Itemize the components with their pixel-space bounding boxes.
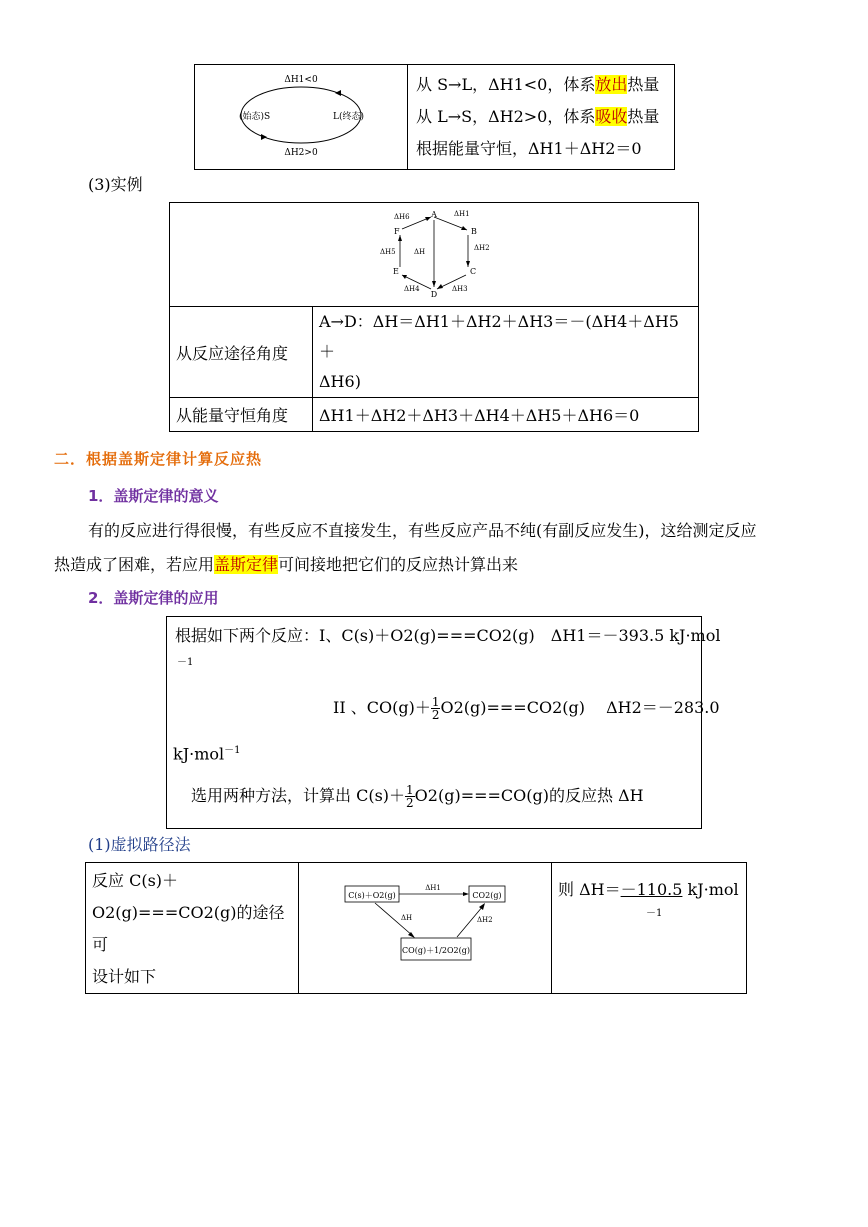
paragraph-line1: 有的反应进行得很慢，有些反应不直接发生，有些反应产品不纯(有副反应发生)，这给测定反应 xyxy=(88,521,757,540)
half-fraction: $\frac{1}{2}$ xyxy=(431,695,440,722)
final-state-label: L(终态) xyxy=(333,112,364,122)
conservation-value: ΔH1＋ΔH2＋ΔH3＋ΔH4＋ΔH5＋ΔH6＝0 xyxy=(313,398,699,432)
paragraph-line2: 热造成了困难，若应用盖斯定律可间接地把它们的反应热计算出来 xyxy=(54,555,519,574)
node-b: B xyxy=(471,226,477,236)
virtual-path-table xyxy=(85,862,747,994)
half-fraction-2: $\frac{1}{2}$ xyxy=(406,783,414,810)
conservation-text-cell xyxy=(408,65,675,170)
reaction-1: 根据如下两个反应：I、C(s)＋O2(g)===CO2(g) ΔH1＝－393.5 kJ·mol xyxy=(175,626,721,645)
energy-conservation-table xyxy=(194,64,675,170)
pathway-value: A→D：ΔH＝ΔH1＋ΔH2＋ΔH3＝－(ΔH4＋ΔH5＋ ΔH6) xyxy=(313,307,699,398)
hexagon-cell xyxy=(170,203,699,307)
virtual-path-diagram xyxy=(299,876,551,976)
example-label: (3)实例 xyxy=(88,175,143,194)
pathway-label: 从反应途径角度 xyxy=(170,307,313,398)
path-diagram-cell xyxy=(299,863,552,994)
highlight-absorb: 吸收 xyxy=(595,107,628,126)
line-s-to-l: 从 S→L，ΔH1<0，体系放出热量 xyxy=(416,75,660,94)
label-dh: ΔH xyxy=(401,914,413,922)
label-dh2: ΔH2 xyxy=(477,916,493,924)
label-dh: ΔH xyxy=(414,247,426,256)
hexagon-diagram xyxy=(374,205,494,305)
hexagon-example-table xyxy=(169,202,699,432)
label-dh1: ΔH1 xyxy=(425,884,441,892)
task-statement: 选用两种方法，计算出 C(s)＋ $\frac{1}{2}$ O2(g)===CO(g)的反应热 ΔH xyxy=(191,783,644,810)
label-dh5: ΔH5 xyxy=(380,247,396,256)
conservation-label: 从能量守恒角度 xyxy=(170,398,313,432)
node-c: C xyxy=(470,266,477,276)
label-dh1: ΔH1 xyxy=(454,209,470,218)
label-dh4: ΔH4 xyxy=(404,284,420,293)
intermediate-state: CO(g)＋1/2O2(g) xyxy=(402,946,470,955)
label-dh3: ΔH3 xyxy=(452,284,468,293)
result-unit-exponent: －1 xyxy=(646,908,663,919)
line-energy-conservation: 根据能量守恒，ΔH1＋ΔH2＝0 xyxy=(416,139,642,158)
dh1-label: ΔH1<0 xyxy=(284,75,318,85)
subheading-meaning: 1．盖斯定律的意义 xyxy=(88,487,219,505)
state-cycle-diagram-cell xyxy=(195,65,408,170)
dh2-label: ΔH2>0 xyxy=(284,148,318,158)
highlight-release: 放出 xyxy=(595,75,628,94)
initial-state-label: (始态)S xyxy=(239,112,271,122)
section-heading: 二．根据盖斯定律计算反应热 xyxy=(54,450,263,468)
node-e: E xyxy=(393,266,399,276)
method1-label: (1)虚拟路径法 xyxy=(88,835,191,854)
end-state: CO2(g) xyxy=(472,891,502,900)
path-description-cell: 反应 C(s)＋ O2(g)===CO2(g)的途径可 设计如下 xyxy=(86,863,299,994)
reaction-1-unit-exponent: －1 xyxy=(177,657,194,668)
node-d: D xyxy=(430,289,438,299)
result-cell xyxy=(552,863,747,994)
state-cycle-diagram xyxy=(195,65,407,165)
highlight-hess-law: 盖斯定律 xyxy=(214,555,279,574)
reactions-box xyxy=(166,616,721,829)
label-dh6: ΔH6 xyxy=(394,212,410,221)
result-value: 则 ΔH＝－110.5 kJ·mol xyxy=(558,880,739,899)
subheading-application: 2．盖斯定律的应用 xyxy=(88,589,219,607)
label-dh2: ΔH2 xyxy=(474,243,490,252)
node-a: A xyxy=(431,209,437,219)
line-l-to-s: 从 L→S，ΔH2>0，体系吸收热量 xyxy=(416,107,660,126)
node-f: F xyxy=(394,226,400,236)
start-state: C(s)＋O2(g) xyxy=(348,891,396,900)
reaction-2: II 、CO(g)＋ $\frac{1}{2}$ O2(g)===CO2(g) ΔH2＝－283.0 xyxy=(333,695,720,722)
reaction-2-unit: kJ·mol$^{-1}$ xyxy=(173,744,241,764)
